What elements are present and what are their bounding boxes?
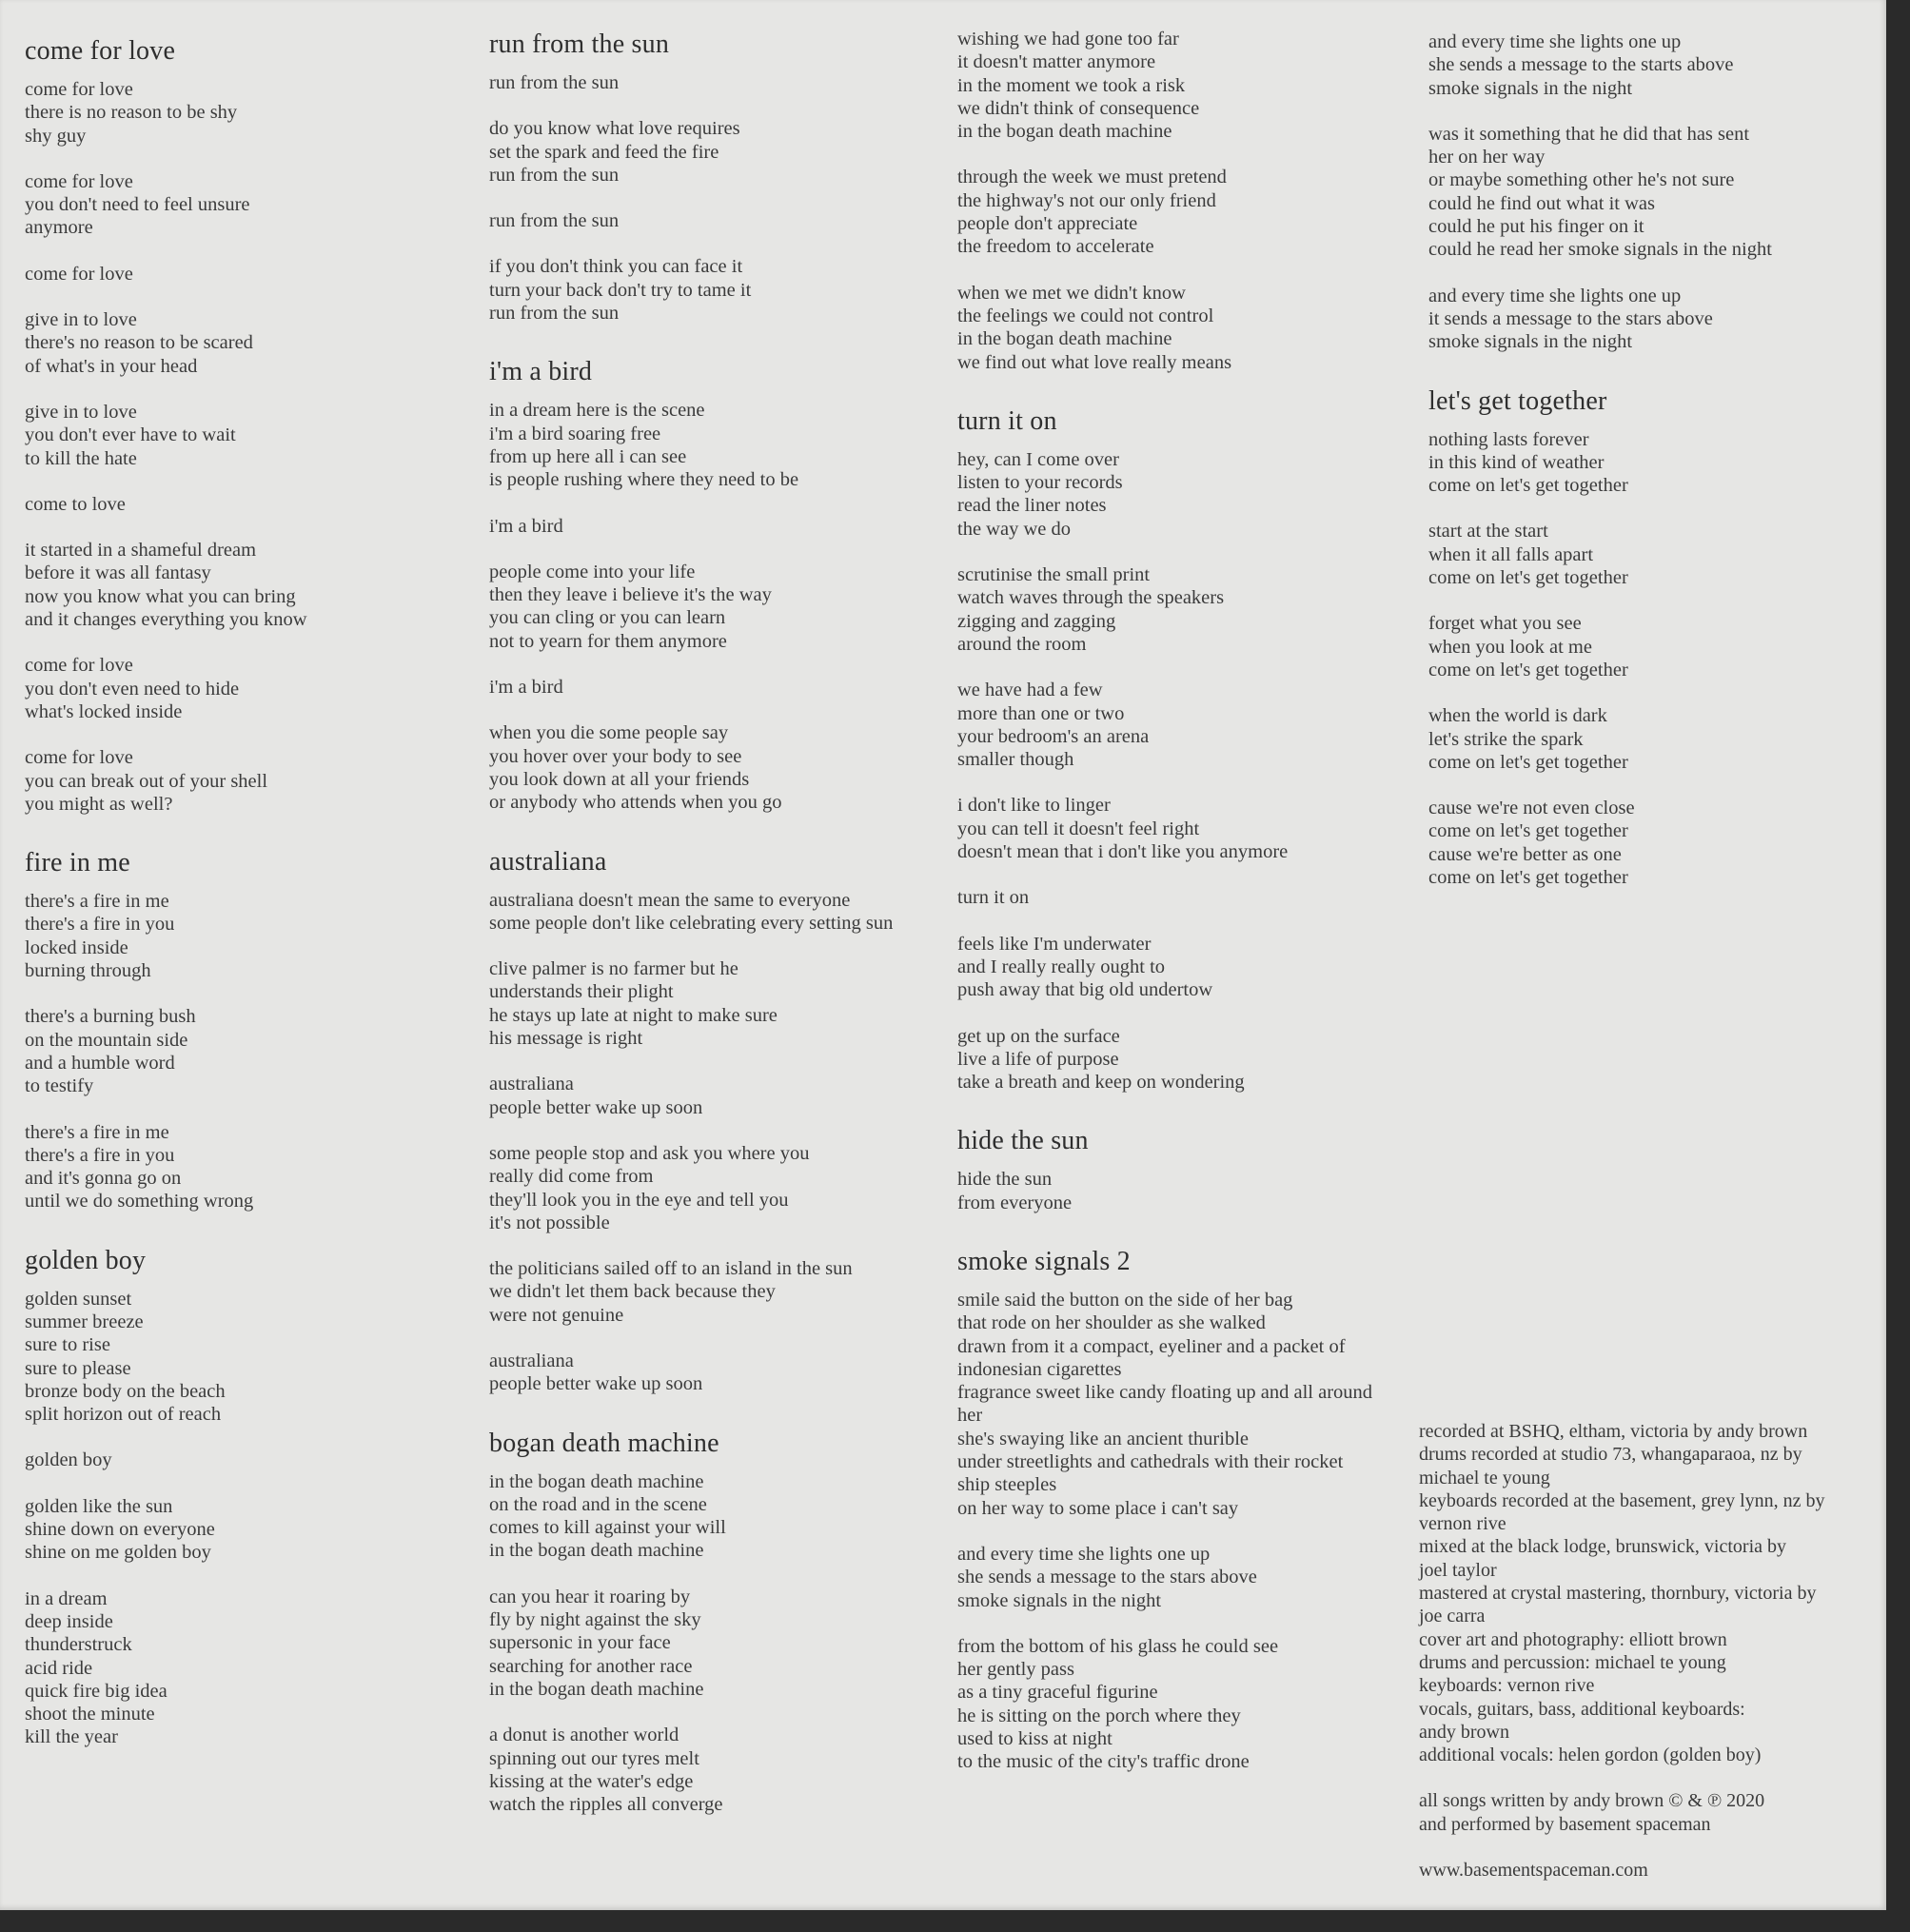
credits-paragraph	[1419, 1789, 1825, 1836]
lyric-line: get up on the surface	[957, 1025, 1120, 1047]
lyric-line: smoke signals in the night	[1428, 331, 1633, 353]
verse	[489, 1073, 893, 1119]
lyric-line: deep inside	[25, 1610, 113, 1632]
verse	[489, 1724, 893, 1816]
lyric-line: and it's gonna go on	[25, 1168, 182, 1190]
lyric-line: joel taylor	[1419, 1559, 1497, 1581]
verse	[25, 78, 307, 148]
lyrics-column-2	[489, 30, 893, 1839]
lyric-line: it sends a message to the stars above	[1428, 307, 1713, 329]
lyric-line: could he read her smoke signals in the night	[1428, 239, 1772, 261]
lyric-line: australiana doesn't mean the same to everyone	[489, 889, 851, 911]
lyric-line: smile said the button on the side of her bag	[957, 1289, 1293, 1311]
lyric-line: on the road and in the scene	[489, 1493, 707, 1515]
verse	[957, 886, 1372, 909]
lyric-line: there's no reason to be scared	[25, 332, 253, 354]
lyric-line: you look down at all your friends	[489, 768, 750, 790]
lyric-line: under streetlights and cathedrals with their rocket	[957, 1451, 1344, 1473]
lyric-line: then they leave i believe it's the way	[489, 584, 772, 606]
verse	[489, 515, 893, 538]
verse	[1428, 30, 1772, 100]
verse	[489, 399, 893, 491]
lyric-line: come on let's get together	[1428, 475, 1628, 497]
lyric-line: the feelings we could not control	[957, 305, 1214, 326]
lyric-line: zigging and zagging	[957, 610, 1116, 632]
verse	[489, 1470, 893, 1563]
verse	[957, 282, 1372, 374]
verse	[1428, 797, 1772, 889]
lyric-line: he stays up late at night to make sure	[489, 1004, 778, 1026]
song-block	[489, 357, 893, 814]
lyric-line: can you hear it roaring by	[489, 1586, 691, 1607]
lyric-line: keyboards recorded at the basement, grey lynn, nz by	[1419, 1489, 1825, 1511]
verse	[1428, 428, 1772, 498]
lyric-line: come for love	[25, 170, 133, 192]
lyric-line: really did come from	[489, 1166, 654, 1188]
verse	[489, 209, 893, 232]
lyric-line: hey, can I come over	[957, 448, 1119, 470]
lyric-line: and every time she lights one up	[1428, 285, 1682, 306]
song-block	[957, 1126, 1372, 1214]
lyric-line: do you know what love requires	[489, 118, 740, 140]
lyric-line: his message is right	[489, 1028, 643, 1050]
lyric-line: and it changes everything you know	[25, 609, 307, 631]
lyric-line: the highway's not our only friend	[957, 189, 1216, 211]
song-title: bogan death machine	[489, 1428, 719, 1458]
lyric-line: indonesian cigarettes	[957, 1358, 1122, 1380]
lyric-line: run from the sun	[489, 164, 620, 186]
verse	[957, 28, 1372, 143]
lyric-line: sure to rise	[25, 1334, 110, 1356]
lyric-line: anymore	[25, 217, 93, 239]
lyric-line: golden like the sun	[25, 1495, 173, 1517]
lyric-line: to kill the hate	[25, 447, 137, 469]
lyric-line: fragrance sweet like candy floating up and all around	[957, 1382, 1373, 1404]
lyric-line: turn your back don't try to tame it	[489, 279, 752, 301]
verse	[1428, 520, 1772, 589]
song-title: i'm a bird	[489, 357, 593, 387]
lyric-line: split horizon out of reach	[25, 1404, 222, 1426]
lyric-line: we find out what love really means	[957, 351, 1232, 373]
lyric-line: in the bogan death machine	[489, 1678, 704, 1700]
song-block	[489, 847, 893, 1396]
lyric-line: or anybody who attends when you go	[489, 792, 782, 814]
lyric-line: it's not possible	[489, 1212, 610, 1233]
lyric-line: scrutinise the small print	[957, 564, 1151, 586]
song-block	[489, 1429, 893, 1817]
lyric-line: nothing lasts forever	[1428, 428, 1589, 450]
lyric-line: is people rushing where they need to be	[489, 469, 799, 491]
lyrics-column-3	[957, 28, 1372, 1797]
lyric-line: in the moment we took a risk	[957, 74, 1186, 96]
song-block	[25, 36, 307, 816]
lyric-line: they'll look you in the eye and tell you	[489, 1189, 789, 1211]
lyric-line: push away that big old undertow	[957, 979, 1213, 1001]
song-block	[957, 1247, 1372, 1774]
song-block	[1428, 30, 1772, 354]
lyric-line: golden sunset	[25, 1288, 132, 1310]
lyric-line: on her way to some place i can't say	[957, 1497, 1239, 1519]
lyric-line: vocals, guitars, bass, additional keyboards:	[1419, 1698, 1745, 1720]
lyric-line: on the mountain side	[25, 1029, 188, 1051]
lyric-line: i don't like to linger	[957, 795, 1111, 817]
lyric-line: mixed at the black lodge, brunswick, victoria by	[1419, 1536, 1787, 1558]
verse	[489, 255, 893, 325]
lyric-line: were not genuine	[489, 1304, 624, 1326]
lyric-line: not to yearn for them anymore	[489, 630, 727, 652]
verse	[957, 933, 1372, 1002]
lyric-line: you hover over your body to see	[489, 745, 742, 767]
lyric-line: let's strike the spark	[1428, 728, 1584, 750]
verse	[489, 1257, 893, 1327]
lyric-line: you can break out of your shell	[25, 770, 268, 792]
lyric-line: some people don't like celebrating every setting sun	[489, 912, 894, 934]
lyric-line: to testify	[25, 1075, 94, 1097]
song-title: fire in me	[25, 848, 130, 878]
lyric-line: give in to love	[25, 309, 137, 331]
verse	[957, 1168, 1372, 1214]
lyric-line: clive palmer is no farmer but he	[489, 958, 738, 980]
lyric-line: smoke signals in the night	[1428, 77, 1633, 99]
lyrics-column-4	[1428, 30, 1772, 912]
verse	[25, 746, 307, 816]
credits-block	[1419, 1420, 1825, 1904]
lyric-line: was it something that he did that has sent	[1428, 123, 1750, 145]
verse	[957, 448, 1372, 541]
lyric-line: listen to your records	[957, 472, 1123, 494]
lyric-line: understands their plight	[489, 981, 674, 1003]
lyric-line: could he put his finger on it	[1428, 216, 1644, 238]
verse	[25, 1121, 307, 1213]
verse	[25, 263, 307, 286]
lyric-line: set the spark and feed the fire	[489, 141, 719, 163]
lyric-line: now you know what you can bring	[25, 585, 296, 607]
lyric-line: in the bogan death machine	[957, 328, 1172, 350]
verse	[957, 1635, 1372, 1774]
lyric-line: there is no reason to be shy	[25, 102, 238, 124]
lyric-line: she's swaying like an ancient thurible	[957, 1428, 1249, 1449]
verse	[489, 1586, 893, 1701]
lyric-line: ship steeples	[957, 1474, 1057, 1496]
lyric-line: from everyone	[957, 1192, 1073, 1213]
verse	[1428, 123, 1772, 262]
lyric-line: doesn't mean that i don't like you anymore	[957, 841, 1289, 863]
verse	[1428, 612, 1772, 681]
lyric-line: kissing at the water's edge	[489, 1770, 694, 1792]
song-title: turn it on	[957, 405, 1057, 436]
lyric-line: shy guy	[25, 125, 87, 147]
lyric-line: supersonic in your face	[489, 1632, 671, 1654]
lyric-line: that rode on her shoulder as she walked	[957, 1312, 1266, 1334]
lyric-line: as a tiny graceful figurine	[957, 1682, 1158, 1704]
lyric-line: people don't appreciate	[957, 213, 1138, 235]
lyric-line: come on let's get together	[1428, 659, 1628, 680]
lyric-line: live a life of purpose	[957, 1048, 1119, 1070]
lyric-line: when you die some people say	[489, 722, 729, 744]
lyric-line: turn it on	[957, 887, 1030, 909]
credits-paragraph	[1419, 1420, 1825, 1766]
lyrics-column-1	[25, 36, 307, 1772]
lyric-line: you can tell it doesn't feel right	[957, 818, 1200, 839]
lyric-line: in a dream here is the scene	[489, 400, 705, 422]
lyric-line: take a breath and keep on wondering	[957, 1072, 1245, 1094]
lyric-line: some people stop and ask you where you	[489, 1142, 810, 1164]
song-title: smoke signals 2	[957, 1246, 1131, 1276]
lyric-line: and a humble word	[25, 1052, 175, 1074]
lyric-line: there's a fire in me	[25, 1121, 169, 1143]
verse	[489, 561, 893, 653]
lyric-line: in the bogan death machine	[489, 1470, 704, 1492]
lyric-line: fly by night against the sky	[489, 1609, 701, 1631]
lyric-line: in a dream	[25, 1587, 108, 1609]
lyric-line: forget what you see	[1428, 613, 1582, 635]
lyric-line: thunderstruck	[25, 1634, 132, 1656]
lyric-line: a donut is another world	[489, 1725, 679, 1746]
song-title: let's get together	[1428, 385, 1607, 416]
verse	[957, 1543, 1372, 1612]
lyric-line: come for love	[25, 655, 133, 677]
lyric-line: when we met we didn't know	[957, 282, 1186, 304]
lyric-line: keyboards: vernon rive	[1419, 1675, 1595, 1697]
lyric-line: come to love	[25, 493, 126, 515]
song-block	[489, 30, 893, 325]
lyric-line: spinning out our tyres melt	[489, 1747, 699, 1769]
lyric-line: www.basementspaceman.com	[1419, 1860, 1648, 1882]
lyric-line: australiana	[489, 1350, 574, 1371]
lyric-line: she sends a message to the starts above	[1428, 54, 1734, 76]
lyric-line: people come into your life	[489, 561, 696, 582]
lyric-line: i'm a bird	[489, 515, 563, 537]
lyric-line: there's a fire in you	[25, 1144, 175, 1166]
verse	[489, 117, 893, 187]
lyric-line: run from the sun	[489, 72, 620, 93]
lyric-line: i'm a bird soaring free	[489, 423, 661, 444]
lyric-line: in the bogan death machine	[489, 1540, 704, 1562]
verse	[25, 1005, 307, 1097]
lyric-line: locked inside	[25, 936, 128, 958]
song-block	[957, 28, 1372, 374]
lyric-line: from the bottom of his glass he could see	[957, 1635, 1279, 1657]
lyric-line: from up here all i can see	[489, 445, 687, 467]
lyric-line: it doesn't matter anymore	[957, 51, 1156, 73]
lyric-line: she sends a message to the stars above	[957, 1567, 1257, 1588]
verse	[25, 1288, 307, 1427]
lyric-line: come for love	[25, 79, 133, 100]
lyric-line: andy brown	[1419, 1721, 1509, 1743]
lyric-line: there's a fire in you	[25, 914, 175, 936]
lyric-line: come on let's get together	[1428, 867, 1628, 889]
lyric-line: recorded at BSHQ, eltham, victoria by andy brown	[1419, 1421, 1808, 1442]
lyric-line: wishing we had gone too far	[957, 29, 1179, 49]
lyric-line: her	[957, 1405, 983, 1427]
lyric-line: more than one or two	[957, 702, 1125, 724]
lyric-line: people better wake up soon	[489, 1373, 703, 1395]
song-title: golden boy	[25, 1245, 147, 1275]
song-block	[1428, 386, 1772, 890]
verse	[489, 71, 893, 94]
verse	[25, 170, 307, 240]
verse	[25, 1587, 307, 1749]
lyric-line: australiana	[489, 1074, 574, 1095]
song-title: australiana	[489, 846, 607, 877]
lyric-line: summer breeze	[25, 1311, 144, 1332]
verse	[957, 1025, 1372, 1094]
verse	[489, 889, 893, 936]
lyric-line: sure to please	[25, 1357, 131, 1379]
lyric-line: when you look at me	[1428, 636, 1592, 658]
verse	[25, 890, 307, 982]
verse	[957, 1289, 1372, 1520]
lyric-line: the politicians sailed off to an island in the sun	[489, 1258, 853, 1280]
lyric-line: her gently pass	[957, 1659, 1074, 1681]
lyric-line: people better wake up soon	[489, 1096, 703, 1118]
lyric-line: cause we're not even close	[1428, 798, 1635, 819]
credits-paragraph	[1419, 1859, 1825, 1882]
lyric-line: he is sitting on the porch where they	[957, 1705, 1241, 1726]
lyric-line: cover art and photography: elliott brown	[1419, 1628, 1727, 1650]
lyric-line: you don't even need to hide	[25, 678, 240, 700]
lyric-line: and every time she lights one up	[1428, 31, 1682, 52]
lyric-line: we didn't let them back because they	[489, 1281, 776, 1303]
verse	[489, 957, 893, 1050]
lyric-line: through the week we must pretend	[957, 167, 1227, 188]
verse	[489, 1350, 893, 1396]
lyric-line: until we do something wrong	[25, 1191, 254, 1212]
lyric-line: and performed by basement spaceman	[1419, 1813, 1711, 1835]
verse	[1428, 285, 1772, 354]
lyric-line: the way we do	[957, 518, 1071, 540]
lyric-line: or maybe something other he's not sure	[1428, 169, 1735, 191]
lyric-line: start at the start	[1428, 521, 1548, 542]
lyric-line: her on her way	[1428, 147, 1546, 168]
lyric-line: give in to love	[25, 401, 137, 423]
lyric-line: you don't ever have to wait	[25, 424, 236, 446]
lyric-line: feels like I'm underwater	[957, 933, 1152, 955]
lyric-line: you might as well?	[25, 793, 173, 815]
verse	[1428, 704, 1772, 774]
lyric-line: joe carra	[1419, 1606, 1486, 1627]
lyric-line: the freedom to accelerate	[957, 236, 1154, 258]
lyric-line: read the liner notes	[957, 495, 1107, 517]
lyric-line: all songs written by andy brown © & ℗ 2020	[1419, 1790, 1765, 1812]
lyric-line: your bedroom's an arena	[957, 725, 1150, 747]
verse	[25, 654, 307, 723]
song-title: run from the sun	[489, 30, 670, 59]
lyric-line: kill the year	[25, 1726, 118, 1748]
song-block	[957, 406, 1372, 1094]
lyric-line: come on let's get together	[1428, 751, 1628, 773]
lyric-line: could he find out what it was	[1428, 192, 1655, 214]
lyric-line: you don't need to feel unsure	[25, 194, 250, 216]
lyric-line: smaller though	[957, 749, 1074, 771]
lyric-line: there's a burning bush	[25, 1006, 196, 1028]
lyric-line: we didn't think of consequence	[957, 97, 1200, 119]
verse	[25, 493, 307, 516]
lyric-line: and every time she lights one up	[957, 1543, 1211, 1565]
verse	[957, 794, 1372, 863]
lyric-line: in the bogan death machine	[957, 121, 1172, 143]
lyric-line: vernon rive	[1419, 1513, 1506, 1535]
lyric-line: smoke signals in the night	[957, 1589, 1162, 1611]
lyric-line: comes to kill against your will	[489, 1517, 726, 1539]
lyric-line: to the music of the city's traffic drone	[957, 1751, 1250, 1773]
lyric-line: run from the sun	[489, 210, 620, 232]
lyric-line: around the room	[957, 633, 1087, 655]
lyric-line: watch the ripples all converge	[489, 1794, 723, 1816]
lyric-line: there's a fire in me	[25, 891, 169, 913]
verse	[489, 1142, 893, 1234]
lyric-line: michael te young	[1419, 1467, 1550, 1488]
lyric-line: drums and percussion: michael te young	[1419, 1651, 1726, 1673]
lyric-line: run from the sun	[489, 303, 620, 325]
song-block	[25, 848, 307, 1213]
lyric-line: i'm a bird	[489, 677, 563, 699]
lyric-line: you can cling or you can learn	[489, 607, 726, 629]
lyric-line: and I really really ought to	[957, 956, 1166, 977]
lyric-line: when it all falls apart	[1428, 543, 1594, 565]
verse	[25, 401, 307, 470]
lyric-line: shoot the minute	[25, 1704, 155, 1725]
verse	[25, 539, 307, 631]
lyric-line: come for love	[25, 747, 133, 769]
verse	[489, 721, 893, 814]
verse	[957, 679, 1372, 771]
lyric-line: acid ride	[25, 1657, 93, 1679]
verse	[957, 166, 1372, 258]
lyric-line: searching for another race	[489, 1655, 693, 1677]
lyric-line: when the world is dark	[1428, 705, 1607, 727]
lyric-line: burning through	[25, 960, 151, 982]
lyric-line: watch waves through the speakers	[957, 587, 1225, 609]
song-block	[25, 1246, 307, 1749]
lyric-line: bronze body on the beach	[25, 1380, 226, 1402]
lyric-line: golden boy	[25, 1449, 112, 1471]
verse	[489, 676, 893, 699]
lyric-line: come on let's get together	[1428, 567, 1628, 589]
lyric-line: additional vocals: helen gordon (golden boy)	[1419, 1745, 1762, 1766]
lyric-line: shine down on everyone	[25, 1519, 215, 1541]
verse	[25, 308, 307, 378]
lyric-line: shine on me golden boy	[25, 1542, 211, 1564]
lyric-line: cause we're better as one	[1428, 843, 1622, 865]
lyric-line: hide the sun	[957, 1169, 1053, 1191]
verse	[25, 1495, 307, 1565]
lyric-line: what's locked inside	[25, 700, 183, 722]
lyric-line: we have had a few	[957, 680, 1103, 701]
lyric-line: come for love	[25, 263, 133, 285]
lyric-line: used to kiss at night	[957, 1728, 1113, 1750]
lyric-line: drums recorded at studio 73, whangaparaoa, nz by	[1419, 1444, 1802, 1466]
lyric-line: mastered at crystal mastering, thornbury, victoria by	[1419, 1583, 1817, 1605]
verse	[25, 1449, 307, 1471]
lyric-line: before it was all fantasy	[25, 562, 211, 584]
song-title: hide the sun	[957, 1126, 1089, 1156]
lyric-line: if you don't think you can face it	[489, 256, 743, 278]
lyric-line: quick fire big idea	[25, 1680, 167, 1702]
song-title: come for love	[25, 36, 176, 66]
lyric-line: come on let's get together	[1428, 820, 1628, 842]
lyric-line: in this kind of weather	[1428, 451, 1605, 473]
lyric-line: of what's in your head	[25, 355, 198, 377]
lyric-line: it started in a shameful dream	[25, 540, 257, 562]
lyric-line: drawn from it a compact, eyeliner and a packet of	[957, 1335, 1346, 1357]
verse	[957, 563, 1372, 656]
